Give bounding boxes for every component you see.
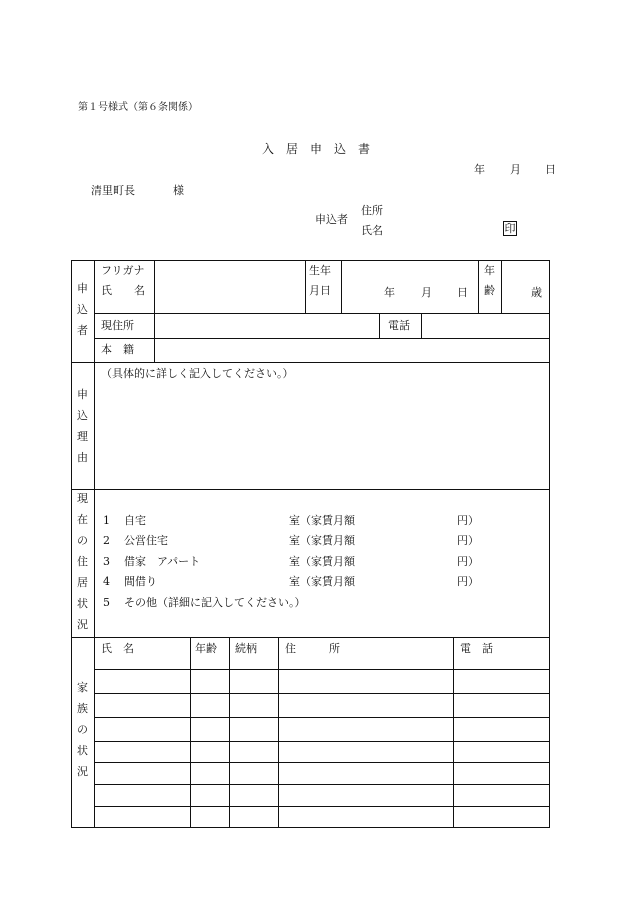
table-row — [94, 717, 550, 718]
applicant-section-label: 申 込 者 — [77, 282, 88, 337]
date-year-label: 年 — [474, 163, 485, 176]
table-row — [94, 806, 550, 807]
residence-item-room: 室（家賃月額 — [289, 534, 355, 547]
family-col-relation: 続柄 — [235, 642, 257, 655]
residence-other-num: 5 — [103, 596, 110, 609]
family-section-label: 家 族 の 状 況 — [77, 681, 88, 778]
applicant-label: 申込者 — [315, 213, 348, 226]
birth-year-label: 年 — [384, 286, 395, 299]
divider-residence-family — [71, 637, 550, 638]
addressee-suffix: 様 — [173, 184, 184, 197]
birth-label-top: 生年 — [309, 264, 331, 277]
residence-item-room: 室（家賃月額 — [289, 575, 355, 588]
family-col-address: 住 所 — [285, 642, 340, 655]
divider-reason-residence — [71, 489, 550, 490]
family-col-phone: 電 話 — [460, 642, 493, 655]
residence-item-num: 1 — [103, 514, 110, 527]
residence-section-label: 現 在 の 住 居 状 況 — [77, 492, 88, 631]
residence-item-yen: 円） — [457, 555, 479, 568]
age-label-top: 年 — [484, 264, 495, 277]
form-number: 第１号様式（第６条関係） — [78, 102, 198, 113]
date-month-label: 月 — [510, 163, 521, 176]
phone-label: 電話 — [388, 319, 410, 332]
furigana-label: フリガナ — [101, 264, 145, 277]
residence-item-yen: 円） — [457, 534, 479, 547]
name-label: 氏 名 — [101, 284, 145, 297]
residence-item-num: 4 — [103, 575, 110, 588]
age-label-bottom: 齢 — [484, 284, 495, 297]
applicant-name-label: 氏名 — [361, 224, 383, 237]
birth-label-bottom: 月日 — [309, 284, 331, 297]
addressee: 清里町長 — [91, 184, 135, 197]
seal-mark: 印 — [504, 222, 516, 235]
reason-note: （具体的に詳しく記入してください。） — [101, 367, 294, 380]
residence-item-label: 自宅 — [124, 514, 146, 527]
residence-item-room: 室（家賃月額 — [289, 555, 355, 568]
residence-item-label: 借家 アパート — [124, 555, 201, 568]
domicile-label: 本 籍 — [101, 343, 134, 356]
date-day-label: 日 — [545, 163, 556, 176]
residence-item-label: 間借り — [124, 575, 157, 588]
age-unit-label: 歳 — [531, 286, 542, 299]
residence-other-label: その他（詳細に記入してください。） — [124, 596, 306, 609]
table-row — [94, 784, 550, 785]
family-col-age: 年齢 — [195, 642, 217, 655]
applicant-address-label: 住所 — [361, 204, 383, 217]
birth-month-label: 月 — [421, 286, 432, 299]
divider-applicant-reason — [71, 362, 550, 363]
page-title: 入 居 申 込 書 — [262, 142, 371, 156]
table-row — [94, 669, 550, 670]
table-row — [94, 762, 550, 763]
residence-item-yen: 円） — [457, 514, 479, 527]
residence-item-num: 2 — [103, 534, 110, 547]
reason-section-label: 申 込 理 由 — [77, 388, 88, 464]
residence-item-yen: 円） — [457, 575, 479, 588]
residence-item-num: 3 — [103, 555, 110, 568]
residence-item-label: 公営住宅 — [124, 534, 168, 547]
residence-item-room: 室（家賃月額 — [289, 514, 355, 527]
current-address-label: 現住所 — [101, 319, 134, 332]
birth-day-label: 日 — [457, 286, 468, 299]
family-col-name: 氏 名 — [101, 642, 134, 655]
table-row — [94, 741, 550, 742]
label-column-divider — [94, 260, 95, 828]
table-row — [94, 693, 550, 694]
